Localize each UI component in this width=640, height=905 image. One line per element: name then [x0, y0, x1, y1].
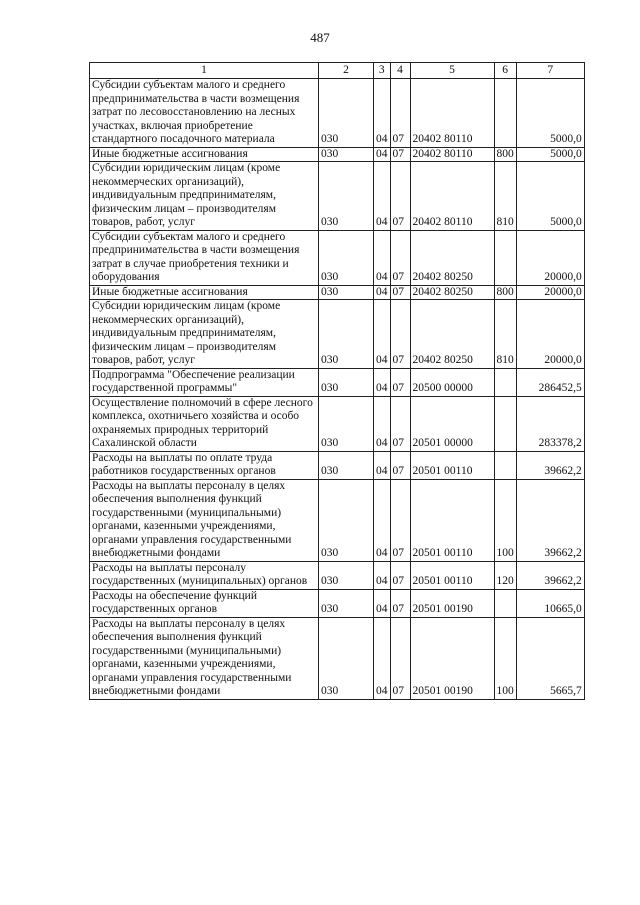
table-row: [90, 285, 585, 300]
cell-code: 030: [319, 368, 374, 396]
cell-program: 20402 80110: [410, 147, 494, 162]
table-row: [90, 368, 585, 396]
table-row: [90, 162, 585, 231]
cell-code: 030: [319, 396, 374, 451]
cell-name: Субсидии юридическим лицам (кроме некоммерческих организаций), индивидуальным предпринимателям, физическим лицам – производителям товаров, работ, услуг: [90, 162, 319, 231]
cell-section: 04: [374, 230, 391, 285]
cell-name: Расходы на выплаты персоналу государственных (муниципальных) органов: [90, 561, 319, 589]
cell-amount: 286452,5: [516, 368, 584, 396]
cell-type: [494, 230, 516, 285]
cell-subsection: 07: [390, 589, 410, 617]
cell-type: [494, 396, 516, 451]
cell-program: 20501 00190: [410, 589, 494, 617]
cell-subsection: 07: [390, 396, 410, 451]
cell-subsection: 07: [390, 300, 410, 369]
cell-subsection: 07: [390, 147, 410, 162]
cell-name: Иные бюджетные ассигнования: [90, 147, 319, 162]
cell-section: 04: [374, 368, 391, 396]
table-row: [90, 396, 585, 451]
cell-type: 800: [494, 147, 516, 162]
cell-section: 04: [374, 285, 391, 300]
header-col-7: 7: [516, 63, 584, 79]
cell-code: 030: [319, 162, 374, 231]
cell-amount: 20000,0: [516, 300, 584, 369]
cell-program: 20501 00190: [410, 617, 494, 699]
cell-type: [494, 451, 516, 479]
cell-amount: 283378,2: [516, 396, 584, 451]
cell-section: 04: [374, 451, 391, 479]
table-row: [90, 300, 585, 369]
cell-section: 04: [374, 300, 391, 369]
cell-section: 04: [374, 79, 391, 148]
table-row: [90, 617, 585, 699]
cell-section: 04: [374, 589, 391, 617]
cell-section: 04: [374, 396, 391, 451]
cell-type: 810: [494, 162, 516, 231]
table-row: [90, 589, 585, 617]
cell-code: 030: [319, 79, 374, 148]
cell-type: [494, 368, 516, 396]
cell-code: 030: [319, 617, 374, 699]
cell-program: 20500 00000: [410, 368, 494, 396]
cell-name: Подпрограмма "Обеспечение реализации государственной программы": [90, 368, 319, 396]
cell-type: 800: [494, 285, 516, 300]
cell-amount: 20000,0: [516, 230, 584, 285]
cell-amount: 39662,2: [516, 561, 584, 589]
cell-name: Иные бюджетные ассигнования: [90, 285, 319, 300]
cell-subsection: 07: [390, 561, 410, 589]
cell-name: Субсидии юридическим лицам (кроме некоммерческих организаций), индивидуальным предпринимателям, физическим лицам – производителям товаров, работ, услуг: [90, 300, 319, 369]
cell-amount: 5000,0: [516, 162, 584, 231]
cell-program: 20501 00110: [410, 479, 494, 561]
cell-code: 030: [319, 147, 374, 162]
table-row: [90, 479, 585, 561]
table-header-row: [90, 63, 585, 79]
cell-type: 810: [494, 300, 516, 369]
cell-amount: 5665,7: [516, 617, 584, 699]
cell-amount: 5000,0: [516, 79, 584, 148]
cell-section: 04: [374, 147, 391, 162]
cell-code: 030: [319, 285, 374, 300]
cell-program: 20402 80110: [410, 162, 494, 231]
cell-amount: 39662,2: [516, 451, 584, 479]
header-col-2: 2: [319, 63, 374, 79]
cell-type: [494, 79, 516, 148]
cell-subsection: 07: [390, 285, 410, 300]
cell-subsection: 07: [390, 162, 410, 231]
table-row: [90, 79, 585, 148]
cell-amount: 5000,0: [516, 147, 584, 162]
cell-program: 20501 00110: [410, 451, 494, 479]
cell-section: 04: [374, 479, 391, 561]
cell-name: Расходы на обеспечение функций государственных органов: [90, 589, 319, 617]
header-col-4: 4: [390, 63, 410, 79]
cell-program: 20402 80250: [410, 300, 494, 369]
table-row: [90, 451, 585, 479]
cell-section: 04: [374, 617, 391, 699]
cell-type: 100: [494, 617, 516, 699]
cell-program: 20501 00110: [410, 561, 494, 589]
cell-subsection: 07: [390, 79, 410, 148]
cell-section: 04: [374, 561, 391, 589]
cell-program: 20501 00000: [410, 396, 494, 451]
cell-section: 04: [374, 162, 391, 231]
header-col-6: 6: [494, 63, 516, 79]
cell-code: 030: [319, 561, 374, 589]
table-row: [90, 147, 585, 162]
cell-program: 20402 80250: [410, 285, 494, 300]
cell-program: 20402 80110: [410, 79, 494, 148]
cell-amount: 39662,2: [516, 479, 584, 561]
budget-table: [89, 62, 585, 700]
cell-amount: 10665,0: [516, 589, 584, 617]
header-col-5: 5: [410, 63, 494, 79]
cell-code: 030: [319, 300, 374, 369]
cell-code: 030: [319, 451, 374, 479]
cell-name: Осуществление полномочий в сфере лесного комплекса, охотничьего хозяйства и особо охраняемых природных территорий Сахалинской области: [90, 396, 319, 451]
table-row: [90, 561, 585, 589]
cell-type: 120: [494, 561, 516, 589]
cell-code: 030: [319, 230, 374, 285]
cell-amount: 20000,0: [516, 285, 584, 300]
cell-subsection: 07: [390, 451, 410, 479]
cell-subsection: 07: [390, 479, 410, 561]
cell-code: 030: [319, 589, 374, 617]
cell-subsection: 07: [390, 368, 410, 396]
cell-name: Расходы на выплаты персоналу в целях обеспечения выполнения функций государственными (муниципальными) органами, казенными учреждениями, органами управления государственными внебюджетными фондами: [90, 617, 319, 699]
cell-name: Расходы на выплаты по оплате труда работников государственных органов: [90, 451, 319, 479]
cell-type: [494, 589, 516, 617]
header-col-3: 3: [374, 63, 391, 79]
header-col-1: 1: [90, 63, 319, 79]
cell-name: Субсидии субъектам малого и среднего предпринимательства в части возмещения затрат в случае приобретения техники и оборудования: [90, 230, 319, 285]
cell-program: 20402 80250: [410, 230, 494, 285]
cell-subsection: 07: [390, 617, 410, 699]
cell-name: Субсидии субъектам малого и среднего предпринимательства в части возмещения затрат по лесовосстановлению на лесных участках, включая приобретение стандартного посадочного материала: [90, 79, 319, 148]
page-number: 487: [310, 30, 330, 45]
cell-type: 100: [494, 479, 516, 561]
cell-name: Расходы на выплаты персоналу в целях обеспечения выполнения функций государственными (муниципальными) органами, казенными учреждениями, органами управления государственными внебюджетными фондами: [90, 479, 319, 561]
cell-code: 030: [319, 479, 374, 561]
table-row: [90, 230, 585, 285]
cell-subsection: 07: [390, 230, 410, 285]
